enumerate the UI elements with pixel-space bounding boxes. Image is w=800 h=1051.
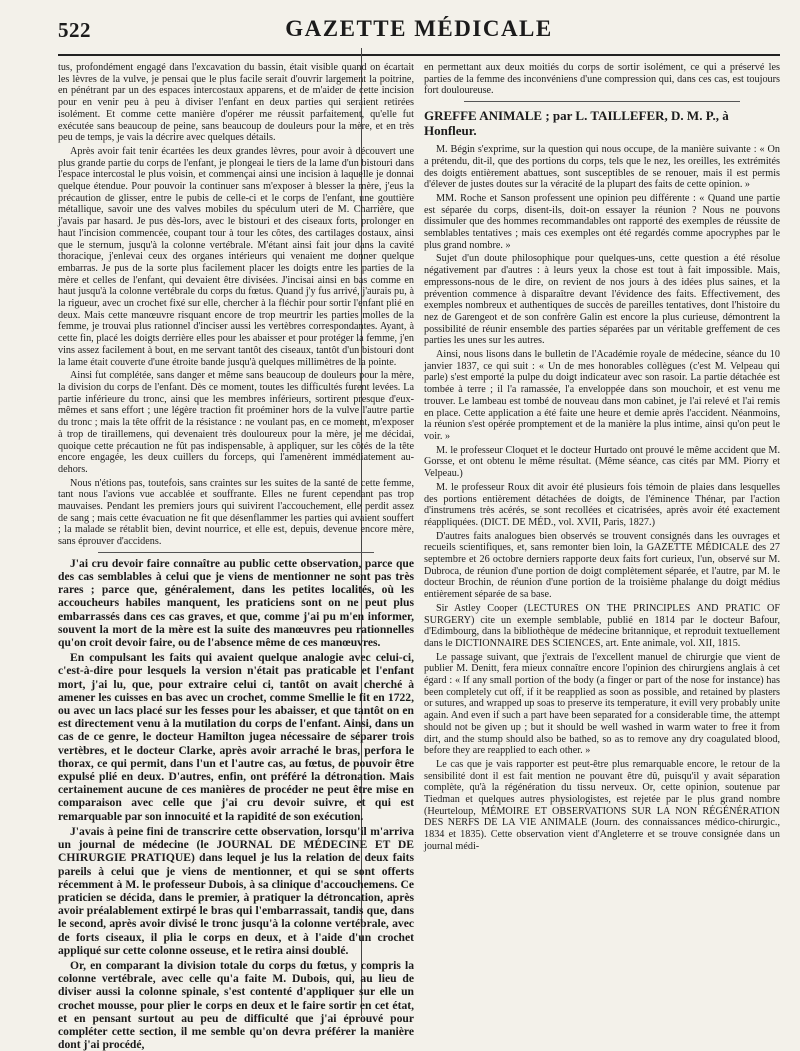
page-number: 522 — [58, 18, 91, 42]
left-column — [58, 62, 414, 1051]
body-paragraph: J'avais à peine fini de transcrire cette observation, lorsqu'il m'arriva un journal de médecine (le JOURNAL DE MÉDECINE ET DE CHIRURGIE PRATIQUE) dans lequel je lus la relation de deux faits pareils à celui que je viens de mentionner, et qui se sont offerts récemment à M. le professeur Dubois, à sa clinique d'accouchemens. Ce praticien se décida, dans le premier, à pratiquer la détroncation, après avoir préalablement extirpé le bras qui l'embarrassait, tandis que, dans le second, après avoir divisé le tronc jusqu'à la colonne vertébrale, avec de forts ciseaux, il plia le corps en deux, et à l'aide d'un crochet appliqué sur cette colonne osseuse, et le retira ainsi doublé. — [58, 824, 414, 957]
body-paragraph: Nous n'étions pas, toutefois, sans craintes sur les suites de la santé de cette femme, tant nous l'avions vue accablée et souffrante. Elles ne furent cependant pas trop mauvaises. Pendant les premiers jours qui suivirent l'accouchement, elle perdit assez de sang ; mais cette évacuation ne fit que désenflammer les parties qui avaient souffert ; la malade se rétablit bien, devint nourrice, et elle est, depuis, devenue encore mère, sans éprouver d'accidens. — [58, 477, 414, 548]
body-paragraph: Le passage suivant, que j'extrais de l'excellent manuel de chirurgie que vient de publier M. Denitt, fera mieux connaître encore l'opinion des chirurgiens anglais à cet égard : « If any small portion of the body (a finger or part of the nose for instance) has been completely cut off, if it be reapplied as soon as possible, and retained by plasters or sutures, and wrapped up soas to preserve its temperature, it evill very probably unite again. And even if such a part have been separated for a considerable time, the attempt should not be given up ; but it should be well washed in warm water to free it from dirt, and the stump should also be bathed, so as to remove any dry coagulated blood, before they are reapplied to each other. » — [424, 651, 780, 757]
article-columns — [58, 62, 780, 1051]
body-paragraph: M. le professeur Cloquet et le docteur Hurtado ont prouvé le même accident que M. Gorsse, et ont obtenu le même résultat. (Même séance, cas cités par MM. Piorry et Velpeau.) — [424, 444, 780, 480]
body-paragraph: D'autres faits analogues bien observés se trouvent consignés dans les ouvrages et recueils scientifiques, et, sans remonter bien loin, la GAZETTE MÉDICALE des 27 septembre et 26 octobre derniers rapporte deux faits fort curieux, l'un, observé sur M. Dubroca, de réunion d'une portion de doigt complètement séparée, et l'autre, par M. le docteur Brochin, de réunion d'une portion de la troisième phalange du doigt médius entièrement séparée de sa base. — [424, 530, 780, 601]
body-paragraph: M. le professeur Roux dit avoir été plusieurs fois témoin de plaies dans lesquelles des portions entièrement détachées de doigts, de l'éminence Thénar, par l'action d'instrumens très acérés, se sont recollées et cicatrisées, après avoir été exactement réappliquées. (DICT. DE MÉD., vol. XVII, Paris, 1827.) — [424, 481, 780, 528]
journal-title: GAZETTE MÉDICALE — [285, 16, 553, 41]
body-paragraph: Sir Astley Cooper (LECTURES ON THE PRINCIPLES AND PRATIC OF SURGERY) cite un exemple semblable, publié en 1814 par le docteur Bafour, d'Edimbourg, dans la bibliothèque de médecine britannique, et reproduit textuellement dans le DICTIONNAIRE DES SCIENCES, art. Ente animale, vol. XII, 1815. — [424, 602, 780, 649]
body-paragraph: Or, en comparant la division totale du corps du fœtus, y compris la colonne vertébrale, avec celle qu'a faite M. Dubois, qui, au lieu de diviser aussi la colonne spinale, s'est contenté d'appliquer sur elle un crochet mousse, pour plier le corps en deux et le faire sortir en cet état, et en pensant surtout au peu de difficulté que j'ai éprouvé pour compléter cette section, il me semble qu'on devra préférer la manière dont j'ai procédé, — [58, 958, 414, 1051]
body-paragraph: M. Bégin s'exprime, sur la question qui nous occupe, de la manière suivante : « On a prétendu, dit-il, que des portions du corps, tels que le nez, les oreilles, les extrémités des doigts entièrement abattues, sont susceptibles de se renouer, mais il est permis d'élever de justes doutes sur la véracité de la plupart des faits de cette opinion. » — [424, 144, 780, 191]
body-paragraph: Ainsi fut complétée, sans danger et même sans beaucoup de douleurs pour la mère, la division du corps de l'enfant. Dès ce moment, toutes les difficultés furent levées. La partie inférieure du tronc, ainsi que les membres inférieurs, sortirent presque d'eux-mêmes et sans effort ; une légère traction fit proéminer hors de la vulve l'autre partie du tronc ; mais la tête offrit de la résistance : ne voulant pas, en ce moment, m'exposer à trop de tiraillemens, qui devenaient très douloureux pour la mère, je me décidai, quoique cette précaution ne fût pas indispensable, à appliquer, sur les côtés de la tête encore engagée, les deux cuillers du forceps, qui l'amenèrent immédiatement au-dehors. — [58, 370, 414, 475]
body-paragraph: En compulsant les faits qui avaient quelque analogie avec celui-ci, c'est-à-dire pour lesquels la version n'était pas praticable et l'enfant mort, j'ai lu, que, pour extraire celui ci, tantôt on avait cherché à amener les cuisses en bas avec un crochet, comme Smellie le fit en 1722, ou avec un lacs placé sur les fesses pour les abaisser, et que tantôt on en est directement venu à la mutilation du corps de l'enfant. Ainsi, dans un cas de ce genre, le docteur Hamilton jugea nécessaire de séparer trois vertèbres, et le docteur Clarke, après avoir arraché le bras, perfora le thorax, ce qui permit, dans l'un et l'autre cas, au fœtus, de pouvoir être expulsé plié en deux. D'autres, enfin, ont préféré la détronation. Mais certainement aucune de ces manières de procéder ne peut être mise en comparaison avec celle que j'ai cru devoir suivre, et qui est remarquable par son innocuité et la rapidité de son exécution. — [58, 651, 414, 823]
body-paragraph: Le cas que je vais rapporter est peut-être plus remarquable encore, le retour de la sensibilité dont il est fait mention ne pouvant être dû, puisqu'il y avait séparation complète, qu'à la régénération du tissu nerveux. Or, cette opinion, soutenue par Tiedman et quelques autres physiologistes, est rejetée par le plus grand nombre (Heurteloup, MÉMOIRE ET OBSERVATIONS SUR LA NON RÉGÉNÉRATION DES NERFS DE LA VIE ANIMALE (Journ. des connaissances médico-chirurgic., 1834 et 1835). Cette observation vient d'Angleterre et se trouve consignée dans un journal médi- — [424, 758, 780, 852]
section-divider — [464, 101, 740, 102]
right-column — [424, 62, 780, 1030]
article-title: GREFFE ANIMALE ; par L. TAILLEFER, D. M. P., à Honfleur. — [424, 108, 729, 139]
body-paragraph: en permettant aux deux moitiés du corps de sortir isolément, ce qui a préservé les parties de la femme des inconvéniens d'une compression qui, dans ces cas, est toujours fort douloureuse. — [424, 62, 780, 97]
body-paragraph: MM. Roche et Sanson professent une opinion peu différente : « Quand une partie est séparée du corps, disent-ils, doit-on essayer la réunion ? Nous ne pouvons dissimuler que des hommes recommandables ont rapporté des exemples de réussite de semblables tentatives ; mais ces exemples ont été regardés comme apocryphes par le plus grand nombre. » — [424, 192, 780, 251]
page-header — [58, 14, 780, 56]
body-paragraph: Sujet d'un doute philosophique pour quelques-uns, cette question a été résolue négativement par d'autres : à leurs yeux la chose est tout à fait impossible. Mais, empressons-nous de le dire, on revient de nos jours à des idées plus saines, et la prévention commence à disparaître devant l'évidence des faits. Effectivement, des exemples nombreux et authentiques de succès de pareilles tentatives, dont l'histoire du nez de Garengeot et de son confrère Galin est encore la plus curieuse, démontrent la possibilité de réunir ensemble des parties séparées par un véritable greffement de ces parties les unes sur les autres. — [424, 253, 780, 347]
body-paragraph: Après avoir fait tenir écartées les deux grandes lèvres, pour avoir à découvert une plus grande partie du corps de l'enfant, je plongeai le tiers de la lame d'un bistouri dans l'espace intercostal le plus voisin, et commençai ainsi une incision à laquelle je donnai quelque étendue. Pour pouvoir la continuer sans m'exposer à blesser la mère, j'eus la précaution de glisser, entre le pubis de celle-ci et le corps de l'enfant, une gouttière métallique, savoir une des valves mobiles du spéculum uteri de M. Charrière, que j'avais par hasard. Je pus dès-lors, avec le bistouri et des ciseaux forts, prolonger en haut l'incision commencée, coupant tour à tour les côtes, des cartilages costaux, ainsi que le sternum, jusqu'à la colonne vertébrale. M'étant ainsi fait jour dans la cavité thoracique, j'enlevai ceux des organes intérieurs qui venaient me donner quelque embarras. Je pus de la sorte plus facilement placer les doigts entre les parties de la mère et celles de l'enfant, qui devaient être divisées. J'incisai ainsi en bas comme en haut jusqu'à la colonne vertébrale du corps du fœtus. Quand j'y fus arrivé, j'aurais pu, à la rigueur, avec un crochet fixé sur elle, chercher à la fléchir pour sortir l'enfant plié en deux. Mais cette manœuvre risquant encore de trop meurtrir les parties molles de la femme, je trouvai plus rationnel d'inciser aussi les vertèbres correspondantes. Ayant, à cette fin, placé les doigts derrière elles pour les abaisser et pour protéger la femme, j'en vins assez facilement à bout, en me servant tantôt des ciseaux, tantôt d'un bistouri dont la lame était couverte d'une étroite bande jusqu'à quelques millimètres de la pointe. — [58, 145, 414, 368]
body-paragraph: Ainsi, nous lisons dans le bulletin de l'Académie royale de médecine, séance du 10 janvier 1837, ce qui suit : « Un de mes honorables collègues (c'est M. Velpeau qui parle) s'est emporté la pulpe du doigt indicateur avec son rasoir. La partie détachée est tombée à terre ; il l'a ramassée, l'a enveloppée dans son mouchoir, et est venu me trouver. Le lambeau est tombé de nouveau dans mon cabinet, je l'ai relevé et l'ai remis en place. Cette application a été faite une heure et demie après l'accident. Néanmoins, la réunion s'est opérée promptement et de la manière la plus intime, ainsi qu'on peut le voir. » — [424, 349, 780, 442]
section-divider — [98, 552, 374, 553]
body-paragraph: tus, profondément engagé dans l'excavation du bassin, était visible quand on écartait les lèvres de la vulve, je pensai que le plus facile serait d'ouvrir largement la poitrine, en pénétrant par un des espaces intercostaux apparens, et de m'aider de cette incision pour en venir peu à peu à diviser l'enfant en deux parties qui seraient retirées isolément. Et comme cette manière d'opérer me réussit parfaitement, qu'elle fut exécutée sans beaucoup de peine, sans beaucoup de douleurs pour la mère, et en très peu de temps, je vais la décrire avec quelques détails. — [58, 62, 414, 144]
body-paragraph: J'ai cru devoir faire connaître au public cette observation, parce que des cas semblables à celui que je viens de mentionner ne sont pas très rares ; parce que, généralement, dans les petites localités, où les accoucheurs habiles manquent, les praticiens sont on ne peut plus embarrassés dans ces cas graves, et que, comme j'ai pu m'en informer, souvent la mort de la mère est la suite des manœuvres peu rationnelles qu'on croit devoir faire, ou de l'absence même de ces manœuvres. — [58, 556, 414, 650]
